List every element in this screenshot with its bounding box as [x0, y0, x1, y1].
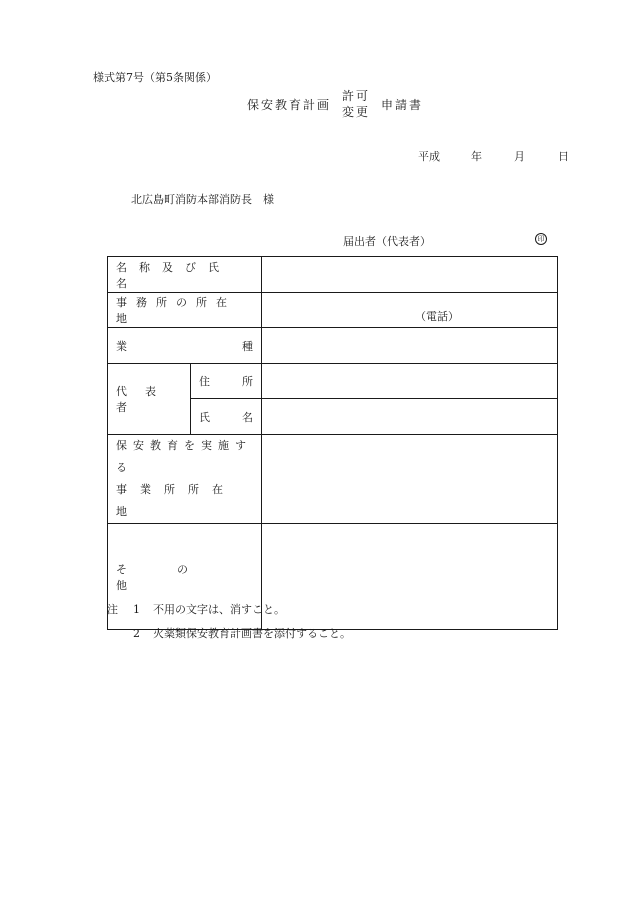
date-year-label: 年 [471, 150, 482, 163]
note-2-text: 火薬類保安教育計画書を添付すること。 [153, 627, 351, 640]
rep-name-label-2: 名 [242, 410, 253, 424]
seal-mark: 印 [535, 233, 547, 245]
site-label-line-1: 保安教育を実施する [116, 439, 252, 474]
business-type-label-1: 業 [116, 339, 127, 353]
title-option-change: 変更 [342, 105, 371, 119]
date-month-label: 月 [514, 150, 525, 163]
name-label-cell [108, 257, 262, 293]
row-site [108, 435, 558, 524]
name-label-text: 名称及び氏名 [116, 260, 231, 290]
note-1-text: 不用の文字は、消すこと。 [153, 603, 285, 616]
row-name [108, 257, 558, 293]
rep-address-label-2: 所 [242, 375, 253, 388]
site-label-cell [108, 435, 262, 524]
phone-label: （電話） [415, 310, 459, 323]
business-type-label-2: 種 [242, 339, 253, 353]
row-business-type [108, 328, 558, 364]
application-form-table [107, 256, 558, 630]
business-type-label-cell [108, 328, 262, 364]
note-2 [107, 622, 351, 646]
business-type-label [116, 338, 253, 354]
site-field[interactable] [262, 435, 558, 524]
office-label-cell [108, 293, 262, 328]
business-type-field[interactable] [262, 328, 558, 364]
rep-name-label-cell [191, 399, 262, 435]
date-era: 平成 [418, 150, 440, 163]
site-label-line-2: 事業所所在地 [116, 483, 236, 518]
representative-label-cell [108, 364, 191, 435]
form-number: 様式第7号（第5条関係） [93, 71, 217, 84]
notes [107, 598, 351, 646]
rep-name-field[interactable] [262, 399, 558, 435]
applicant-label: 届出者（代表者） [343, 235, 431, 248]
representative-label: 代表者 [116, 385, 174, 414]
date-row [418, 148, 569, 164]
rep-address-label [199, 373, 253, 389]
office-field[interactable] [262, 293, 558, 328]
office-label-text: 事務所の所在地 [116, 296, 236, 325]
other-label: その他 [116, 562, 238, 592]
row-office [108, 293, 558, 328]
note-1 [107, 598, 351, 622]
row-rep-address [108, 364, 558, 399]
note-2-number: 2 [133, 627, 140, 640]
title-option-permit: 許可 [342, 89, 371, 103]
name-field[interactable] [262, 257, 558, 293]
addressee: 北広島町消防本部消防長 様 [131, 193, 274, 206]
rep-name-label-1: 氏 [199, 410, 210, 424]
title-end: 申請書 [381, 98, 424, 112]
rep-address-label-cell [191, 364, 262, 399]
rep-name-label [199, 409, 253, 425]
rep-address-field[interactable] [262, 364, 558, 399]
date-day-label: 日 [558, 150, 569, 163]
name-label [116, 259, 253, 291]
note-1-number: 1 [133, 603, 140, 616]
title-main: 保安教育計画 [247, 98, 332, 112]
note-prefix: 注 [107, 603, 118, 616]
rep-address-label-1: 住 [199, 375, 210, 388]
